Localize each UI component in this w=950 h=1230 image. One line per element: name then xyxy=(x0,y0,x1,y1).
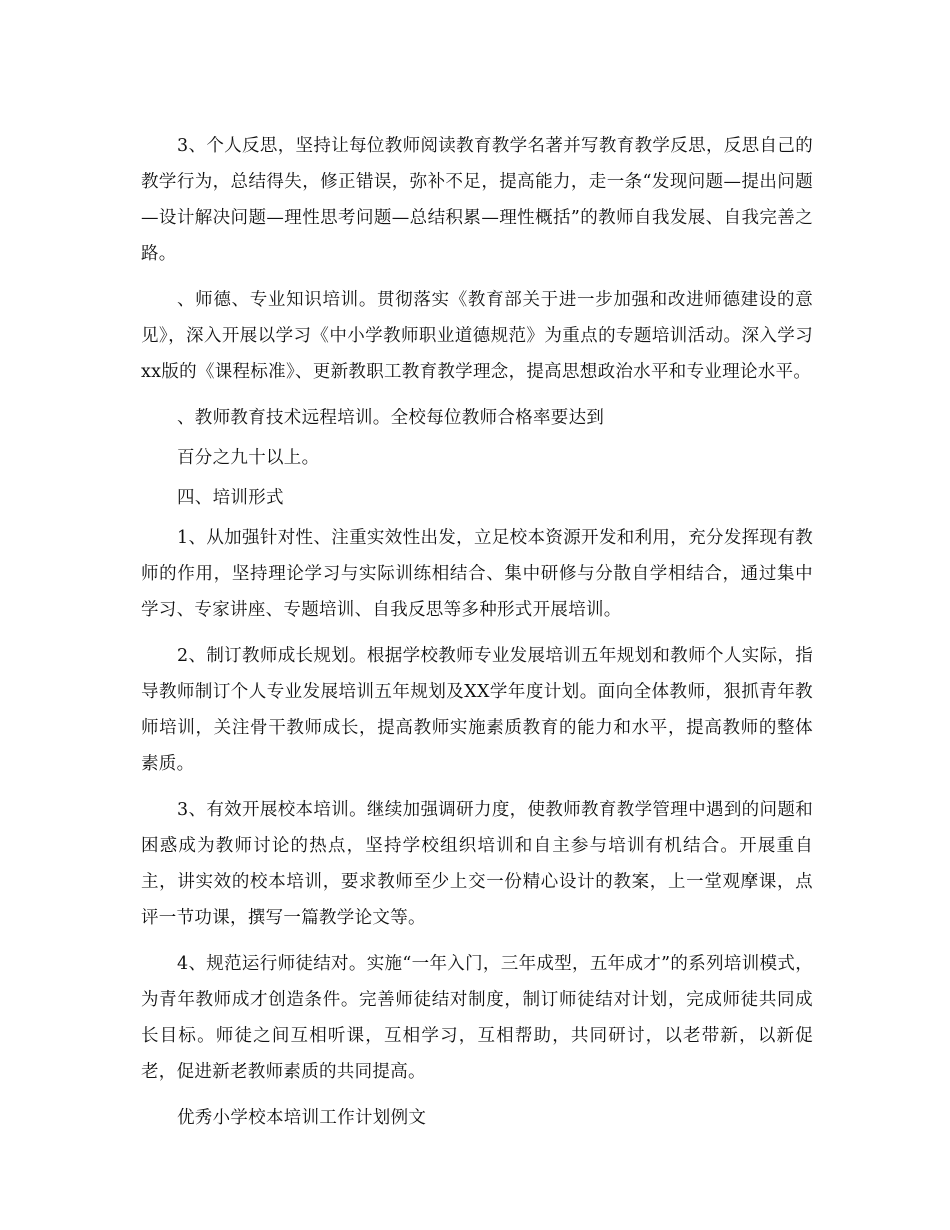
paragraph-format-4: 4、规范运行师徒结对。实施“一年入门，三年成型，五年成才”的系列培训模式，为青年教师成才创造条件。完善师徒结对制度，制订师徒结对计划，完成师徒共同成长目标。师徒之间互相听课，互相学习，互相帮助，共同研讨，以老带新，以新促老，促进新老教师素质的共同提高。 xyxy=(141,954,813,1082)
paragraph-format-2: 2、制订教师成长规划。根据学校教师专业发展培训五年规划和教师个人实际，指导教师制订个人专业发展培训五年规划及XX学年度计划。面向全体教师，狠抓青年教师培训，关注骨干教师成长，提高教师实施素质教育的能力和水平，提高教师的整体素质。 xyxy=(141,646,813,774)
paragraph-ethics-training: 、师德、专业知识培训。贯彻落实《教育部关于进一步加强和改进师德建设的意见》，深入开展以学习《中小学教师职业道德规范》为重点的专题培训活动。深入学习xx版的《课程标准》、更新教职工教育教学理念，提高思想政治水平和专业理论水平。 xyxy=(141,290,813,382)
document-subtitle: 优秀小学校本培训工作计划例文 xyxy=(177,1108,427,1128)
section-heading-training-format: 四、培训形式 xyxy=(177,488,284,508)
paragraph-pass-rate: 百分之九十以上。 xyxy=(177,448,320,468)
paragraph-format-3: 3、有效开展校本培训。继续加强调研力度，使教师教育教学管理中遇到的问题和困惑成为教师讨论的热点，坚持学校组织培训和自主参与培训有机结合。开展重自主，讲实效的校本培训，要求教师至少上交一份精心设计的教案，上一堂观摩课，点评一节功课，撰写一篇教学论文等。 xyxy=(141,800,813,928)
paragraph-remote-training: 、教师教育技术远程培训。全校每位教师合格率要达到 xyxy=(177,408,605,428)
paragraph-format-1: 1、从加强针对性、注重实效性出发，立足校本资源开发和利用，充分发挥现有教师的作用，坚持理论学习与实际训练相结合、集中研修与分散自学相结合，通过集中学习、专家讲座、专题培训、自我反思等多种形式开展培训。 xyxy=(141,528,813,620)
paragraph-personal-reflection: 3、个人反思，坚持让每位教师阅读教育教学名著并写教育教学反思，反思自己的教学行为，总结得失，修正错误，弥补不足，提高能力，走一条“发现问题—提出问题—设计解决问题—理性思考问题—总结积累—理性概括”的教师自我发展、自我完善之路。 xyxy=(141,136,813,264)
document-page xyxy=(141,128,813,1136)
